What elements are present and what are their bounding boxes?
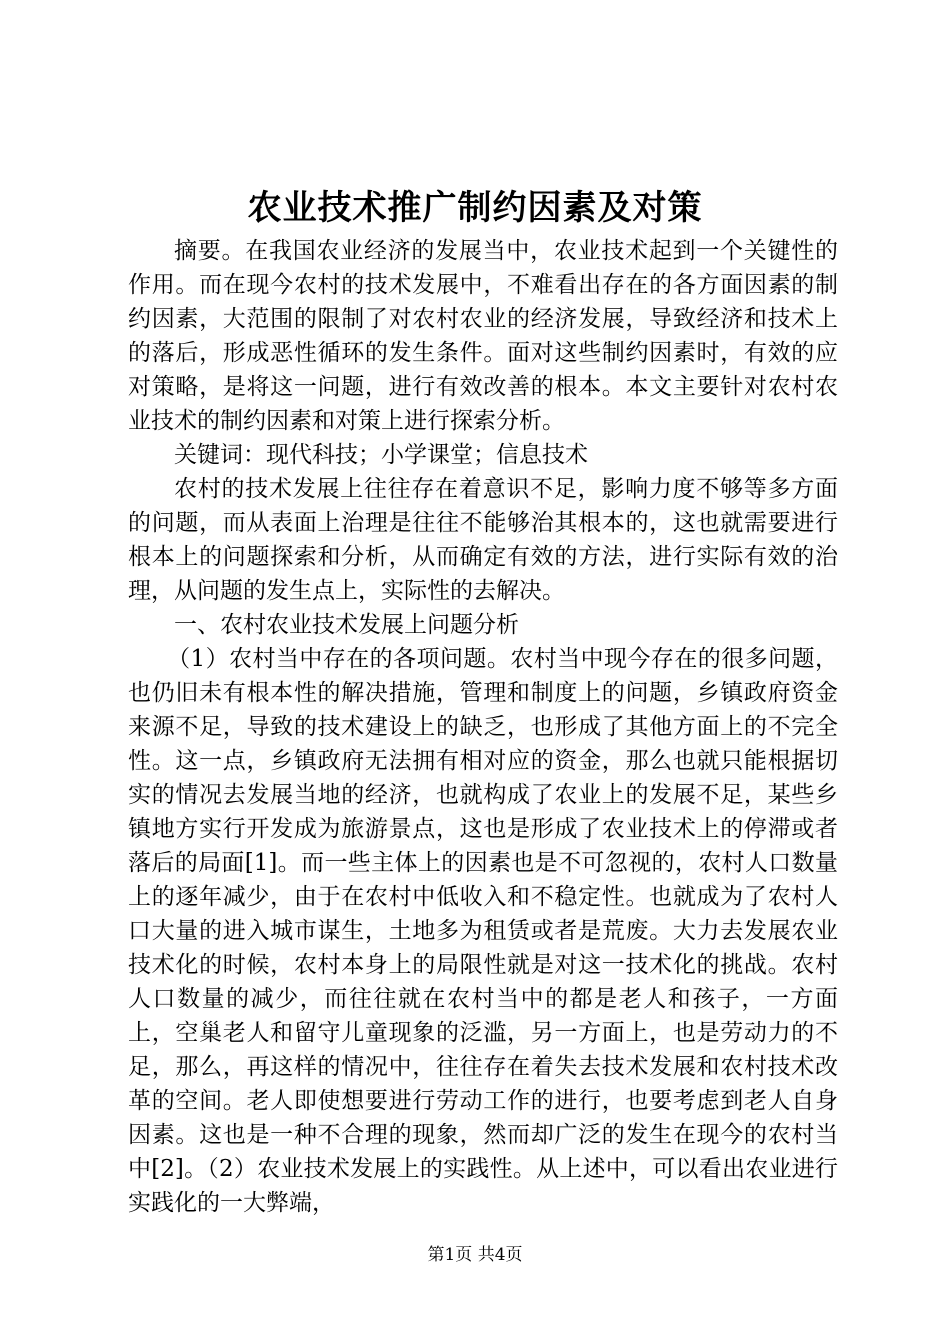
keywords-paragraph: 关键词：现代科技；小学课堂；信息技术: [174, 442, 588, 468]
document-body: [128, 234, 838, 1220]
intro-paragraph: 农村的技术发展上往往存在着意识不足，影响力度不够等多方面的问题，而从表面上治理是往往不能够治其根本的，这也就需要进行根本上的问题探索和分析，从而确定有效的方法，进行实际有效的治理，从问题的发生点上，实际性的去解决。: [128, 476, 838, 604]
section-body-paragraph: （1）农村当中存在的各项问题。农村当中现今存在的很多问题，也仍旧未有根本性的解决措施，管理和制度上的问题，乡镇政府资金来源不足，导致的技术建设上的缺乏，也形成了其他方面上的不完全性。这一点，乡镇政府无法拥有相对应的资金，那么也就只能根据切实的情况去发展当地的经济，也就构成了农业上的发展不足，某些乡镇地方实行开发成为旅游景点，这也是形成了农业技术上的停滞或者落后的局面[1]。而一些主体上的因素也是不可忽视的，农村人口数量上的逐年减少，由于在农村中低收入和不稳定性。也就成为了农村人口大量的进入城市谋生，土地多为租赁或者是荒废。大力去发展农业技术化的时候，农村本身上的局限性就是对这一技术化的挑战。农村人口数量的减少，而往往就在农村当中的都是老人和孩子，一方面上，空巢老人和留守儿童现象的泛滥，另一方面上，也是劳动力的不足，那么，再这样的情况中，往往存在着失去技术发展和农村技术改革的空间。老人即使想要进行劳动工作的进行，也要考虑到老人自身因素。这也是一种不合理的现象，然而却广泛的发生在现今的农村当中[2]。（2）农业技术发展上的实践性。从上述中，可以看出农业进行实践化的一大弊端，: [128, 646, 838, 1216]
section-heading: 一、农村农业技术发展上问题分析: [174, 612, 519, 638]
document-title: 农业技术推广制约因素及对策: [247, 188, 703, 228]
page-footer: 第1页 共4页: [427, 1245, 523, 1265]
abstract-paragraph: 摘要。在我国农业经济的发展当中，农业技术起到一个关键性的作用。而在现今农村的技术发展中，不难看出存在的各方面因素的制约因素，大范围的限制了对农村农业的经济发展，导致经济和技术上的落后，形成恶性循环的发生条件。面对这些制约因素时，有效的应对策略，是将这一问题，进行有效改善的根本。本文主要针对农村农业技术的制约因素和对策上进行探索分析。: [128, 238, 838, 434]
